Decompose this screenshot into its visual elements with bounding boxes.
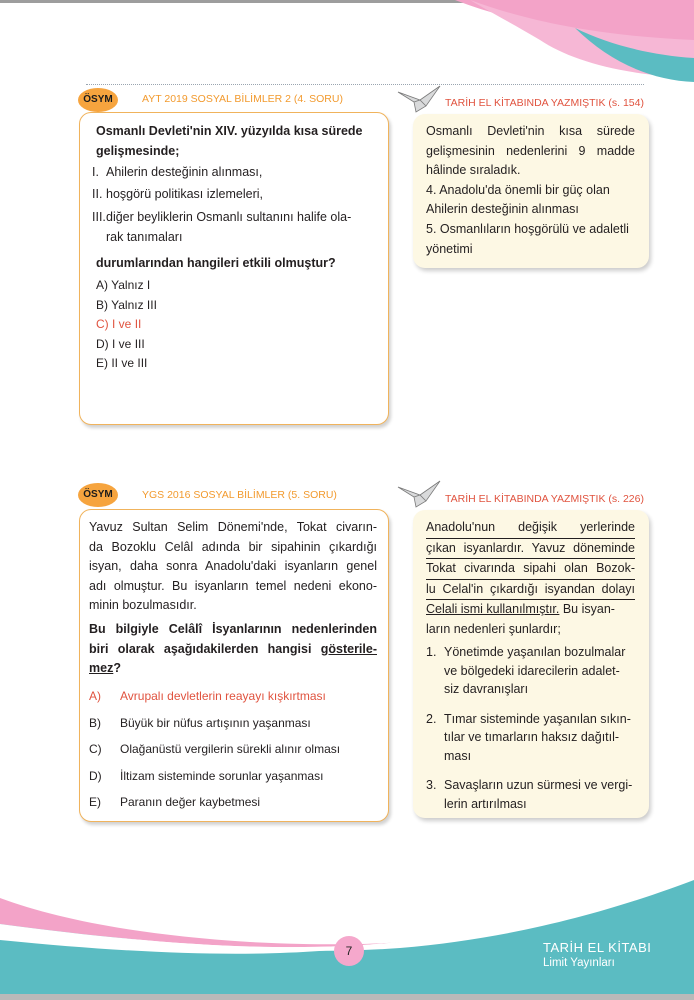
- option-e[interactable]: E) Paranın değer kaybetmesi: [89, 795, 261, 809]
- list-item: III.diğer beyliklerin Osmanlı sultanını halife ola- rak tanımaları: [92, 210, 352, 244]
- list-item: II. hoşgörü politikası izlemeleri,: [92, 186, 264, 201]
- option-d[interactable]: D) I ve III: [96, 336, 145, 351]
- page-number: 7: [334, 936, 364, 966]
- option-b[interactable]: B) Yalnız III: [96, 297, 157, 312]
- note-text: Anadolu'nun değişik yerlerinde çıkan isyanlardır. Yavuz döneminde Tokat civarında sipahi olan Bozok- lu Celal'in çıkardığı isyandan dolayı Celali ismi kullanılmıştır. Bu isyan- ların nedenleri şunlardır;: [426, 520, 635, 636]
- bottom-border: [0, 994, 694, 1000]
- reasons-list: [426, 643, 638, 824]
- option-e[interactable]: E) II ve III: [96, 356, 148, 370]
- top-wave-decoration: [0, 0, 694, 100]
- question-stem: Osmanlı Devleti'nin XIV. yüzyılda kısa sürede gelişmesinde;: [96, 124, 363, 158]
- source-label: YGS 2016 SOSYAL BİLİMLER (5. SORU): [142, 489, 337, 501]
- paper-bird-icon: [396, 479, 442, 509]
- question-prompt: durumlarından hangileri etkili olmuştur?: [96, 256, 336, 270]
- list-item: 3. Savaşların uzun sürmesi ve vergi- lerin artırılması: [426, 778, 633, 811]
- note-box-1: [413, 114, 649, 268]
- list-item: 2. Tımar sisteminde yaşanılan sıkın- tılar ve tımarların haksız dağıtıl- ması: [426, 711, 631, 763]
- answer-options: [96, 276, 157, 374]
- answer-options: [89, 683, 384, 816]
- option-a-correct[interactable]: A) Avrupalı devletlerin reayayı kışkırtması: [89, 689, 326, 703]
- note-header: TARİH EL KİTABINDA YAZMIŞTIK (s. 154): [445, 97, 644, 109]
- question-prompt: Bu bilgiyle Celâlî İsyanlarının nedenlerinden biri olarak aşağıdakilerden hangisi gösterile- mez?: [89, 622, 377, 676]
- list-item: 1. Yönetimde yaşanılan bozulmalar ve bölgedeki idarecilerin adalet- siz davranışları: [426, 645, 626, 696]
- option-c-correct[interactable]: C) I ve II: [96, 317, 142, 331]
- source-label: AYT 2019 SOSYAL BİLİMLER 2 (4. SORU): [142, 93, 343, 105]
- osym-badge: ÖSYM: [78, 483, 118, 507]
- note-box-2: [413, 510, 649, 818]
- list-item: I. Ahilerin desteğinin alınması,: [92, 165, 263, 179]
- option-a[interactable]: A) Yalnız I: [96, 278, 151, 292]
- question-box-1: [79, 112, 389, 425]
- option-b[interactable]: B) Büyük bir nüfus artışının yaşanması: [89, 715, 311, 730]
- roman-list: [92, 162, 382, 247]
- question-box-2: [79, 509, 389, 822]
- paper-bird-icon: [396, 84, 442, 114]
- option-d[interactable]: D) İltizam sisteminde sorunlar yaşanması: [89, 768, 324, 783]
- book-title: TARİH EL KİTABI: [543, 940, 652, 955]
- header-divider: [86, 84, 644, 85]
- question-passage: Yavuz Sultan Selim Dönemi'nde, Tokat civarın- da Bozoklu Celâl adında bir sipahinin çıkardığı isyan, daha sonra Anadolu'daki isyanların genel adı olmuştur. Bu isyanların temel nedeni ekono- minin bozulmasıdır.: [89, 520, 377, 613]
- publisher-name: Limit Yayınları: [543, 957, 615, 969]
- osym-badge: ÖSYM: [78, 88, 118, 112]
- option-c[interactable]: C) Olağanüstü vergilerin sürekli alınır olması: [89, 742, 341, 756]
- note-header: TARİH EL KİTABINDA YAZMIŞTIK (s. 226): [445, 493, 644, 505]
- note-text: Osmanlı Devleti'nin kısa sürede gelişmesinin nedenlerini 9 madde hâlinde sıraladık. 4. Anadolu'da önemli bir güç olan Ahilerin desteğinin alınması 5. Osmanlıların hoşgörülü ve adaletli yönetimi: [426, 124, 635, 256]
